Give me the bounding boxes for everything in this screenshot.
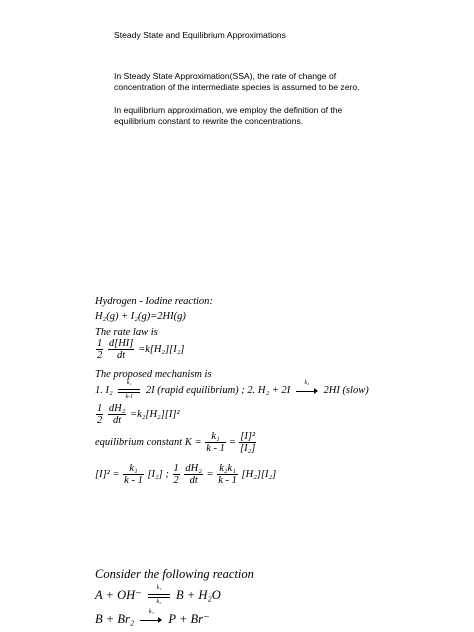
equilibrium-arrow-icon xyxy=(118,379,140,400)
k1-label: k₁ xyxy=(156,585,162,592)
k-forward-label: k₁ xyxy=(126,379,132,386)
equals-sign: = xyxy=(206,468,214,480)
derivative-fraction xyxy=(108,403,126,426)
frac-num: dH₂ xyxy=(108,403,126,414)
frac-den: k - 1 xyxy=(218,475,237,486)
paragraph-equilibrium: In equilibrium approximation, we employ the definition of the equilibrium constant to rewrite the concentrations. xyxy=(114,105,343,126)
frac-den: dt xyxy=(108,414,126,426)
final-lhs: [I]² = xyxy=(95,468,120,480)
rate-constant-fraction xyxy=(217,463,238,486)
step2-product: 2HI (slow) xyxy=(323,385,369,396)
step1-reactant: 1. I₂ xyxy=(95,385,113,396)
step2-reactant: 2. H₂ + 2I xyxy=(247,385,291,396)
rate-equation-dH2 xyxy=(95,403,180,426)
rate-equation-rhs: =k₂[H₂][I]² xyxy=(129,408,180,420)
r1-products: B + H₂O xyxy=(176,588,221,602)
r1-reactants: A + OH⁻ xyxy=(95,588,142,602)
forward-arrow-icon xyxy=(140,609,162,625)
forward-arrow-icon xyxy=(296,379,318,396)
final-rate-equation xyxy=(95,463,276,486)
mechanism-label: The proposed mechanism is xyxy=(95,369,212,380)
frac-den: 2 xyxy=(97,415,103,426)
frac-den: 2 xyxy=(97,350,103,361)
coef-fraction xyxy=(173,463,180,486)
coef-fraction xyxy=(96,403,103,426)
k-ratio-fraction xyxy=(205,431,226,454)
overall-reaction: H₂(g) + I₂(g)=2HI(g) xyxy=(95,311,186,322)
k3-label: k₃ xyxy=(148,609,154,616)
frac-num: 1 xyxy=(97,403,103,414)
equilibrium-arrow-icon xyxy=(148,585,170,606)
frac-num: dH₂ xyxy=(185,463,202,474)
rate-law-label: The rate law is xyxy=(95,327,158,338)
frac-den: k - 1 xyxy=(124,475,143,486)
paragraph-ssa: In Steady State Approximation(SSA), the rate of change of concentration of the intermediate species is assumed to be zero. xyxy=(114,71,360,92)
mechanism-steps xyxy=(95,379,369,400)
frac-num: 1 xyxy=(97,338,103,349)
frac-den: [I₂] xyxy=(240,443,256,454)
k2-label: k₂ xyxy=(156,599,162,606)
coef-fraction xyxy=(96,338,103,361)
reaction-1 xyxy=(95,585,221,606)
frac-num: d[HI] xyxy=(108,338,134,349)
final-mid: [I₂] ; xyxy=(147,468,169,480)
frac-num: 1 xyxy=(173,463,179,474)
derivative-fraction xyxy=(108,338,135,361)
frac-den: 2 xyxy=(173,475,179,486)
r2-products: P + Br⁻ xyxy=(168,612,210,626)
page-heading: Steady State and Equilibrium Approximations xyxy=(114,30,286,40)
k-ratio-fraction xyxy=(123,463,144,486)
frac-num: k₁ xyxy=(211,431,220,442)
frac-den: k - 1 xyxy=(206,443,225,454)
concentration-fraction xyxy=(239,431,256,454)
consider-title: Consider the following reaction xyxy=(95,567,254,581)
frac-num: k₂k₁ xyxy=(219,463,236,474)
eqconst-label: equilibrium constant xyxy=(95,436,183,448)
frac-num: k₁ xyxy=(129,463,138,474)
equilibrium-constant-equation xyxy=(95,431,257,454)
rate-law-rhs: =k[H₂][I₂] xyxy=(138,343,185,355)
eqconst-K: K = xyxy=(184,436,202,448)
frac-num: [I]² xyxy=(240,431,256,442)
reaction-2 xyxy=(95,611,210,627)
final-tail: [H₂][I₂] xyxy=(241,468,277,480)
k-reverse-label: k-1 xyxy=(125,393,134,400)
k2-label: k₂ xyxy=(304,379,310,386)
step1-product: 2I (rapid equilibrium) ; xyxy=(145,385,245,396)
frac-den: dt xyxy=(108,349,135,361)
frac-den: dt xyxy=(184,474,202,486)
r2-reactants: B + Br₂ xyxy=(95,612,135,626)
rate-law-equation xyxy=(95,338,185,361)
hydrogen-title: Hydrogen - Iodine reaction: xyxy=(95,296,213,307)
derivative-fraction xyxy=(184,463,202,486)
equals-sign: = xyxy=(229,436,236,448)
